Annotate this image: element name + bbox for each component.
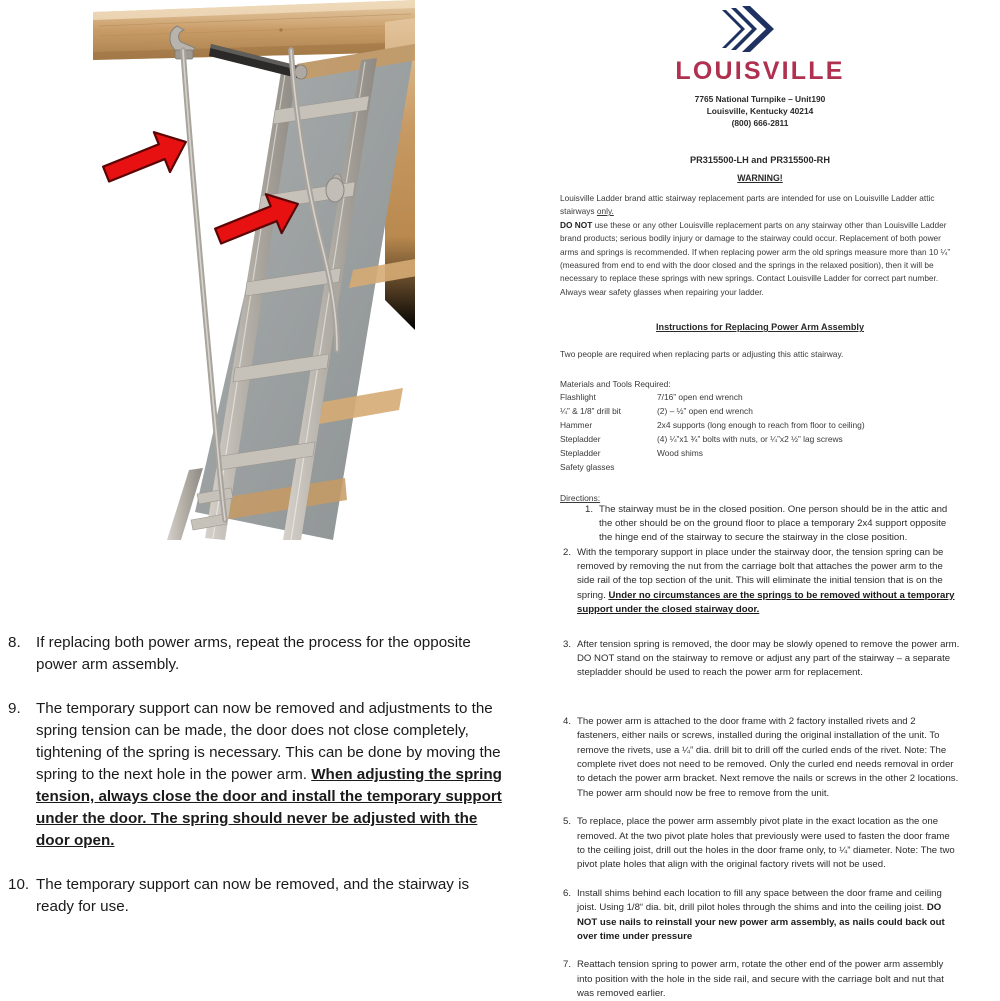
direction-step-6-number: 6. — [562, 887, 571, 899]
left-step-9-part-0: The temporary support can now be removed and adjustments to the spring tension can be made, the door does not close completely, tightening of the spring is necessary. This can be done by moving the spring to the next hole in the power arm. — [36, 700, 501, 784]
directions-title: Directions: — [560, 492, 601, 503]
direction-step-6-text — [577, 887, 960, 945]
material-col2: Wood shims — [657, 448, 703, 459]
warning-only-emphasis: only. — [596, 206, 614, 217]
direction-step-5 — [560, 815, 960, 873]
spacer — [560, 618, 960, 638]
spacer — [560, 681, 960, 701]
material-col1: Safety glasses — [560, 462, 615, 473]
direction-step-2-number: 2. — [562, 546, 571, 558]
left-step-8 — [6, 632, 506, 676]
materials-row — [560, 446, 865, 460]
spacer — [560, 801, 960, 815]
material-col2: (2) – ½” open end wrench — [657, 405, 753, 416]
material-col1: Stepladder — [560, 434, 601, 445]
direction-step-2-part-0: With the temporary support in place under the stairway door, the tension spring can be removed by removing the nut from the carriage bolt that attaches the power arm to the side rail of the top section of the unit. This will eliminate the initial tension that is on the spring. — [577, 546, 944, 601]
direction-step-5-text — [577, 815, 960, 873]
material-col2 — [657, 460, 865, 474]
left-step-8-text — [36, 632, 506, 676]
direction-step-2-part-1: Under no circumstances are the springs to be removed without a temporary support under the closed stairway door. — [577, 589, 955, 616]
left-step-8-number: 8. — [8, 634, 21, 651]
material-col2: 7/16” open end wrench — [657, 391, 743, 402]
right-column — [560, 0, 960, 1000]
warning-body — [560, 192, 960, 300]
louisville-chevron-logo-icon — [700, 2, 820, 58]
attic-stairway-illustration — [85, 0, 415, 540]
company-phone: (800) 666-2811 — [731, 117, 789, 128]
direction-step-2 — [560, 546, 960, 618]
direction-step-3 — [560, 638, 960, 681]
direction-step-6-part-1: DO NOT use nails to reinstall your new power arm assembly, as nails could back out over time under pressure — [577, 902, 945, 942]
left-step-10-number: 10. — [8, 876, 30, 894]
materials-table — [560, 390, 865, 475]
left-step-9-text — [36, 698, 506, 852]
two-people-note: Two people are required when replacing parts or adjusting this attic stairway. — [560, 349, 844, 360]
left-step-9 — [6, 698, 506, 852]
left-step-9-number: 9. — [8, 700, 21, 718]
spacer — [560, 873, 960, 887]
attic-stairway-photo — [85, 0, 415, 540]
direction-step-1 — [560, 503, 960, 546]
materials-row — [560, 432, 865, 446]
louisville-wordmark: LOUISVILLE — [675, 57, 845, 85]
material-col1: Flashlight — [560, 391, 596, 402]
address-line-2: Louisville, Kentucky 40214 — [706, 105, 814, 116]
direction-step-7-part-0: Reattach tension spring to power arm, rotate the other end of the power arm assembly into position with the hole in the side rail, and secure with the carriage bolt and nut that was removed earlier. — [577, 959, 944, 1000]
direction-step-6 — [560, 887, 960, 945]
spacer — [560, 701, 960, 715]
material-col2: 2x4 supports (long enough to reach from floor to ceiling) — [657, 420, 865, 431]
warning-heading: WARNING! — [737, 172, 783, 183]
material-col1: ¼” & 1/8” drill bit — [560, 405, 621, 416]
materials-row — [560, 390, 865, 404]
direction-step-7-text — [577, 958, 960, 1001]
direction-step-2-text — [577, 546, 960, 618]
direction-step-1-text — [599, 503, 960, 546]
address-line-1: 7765 National Turnpike – Unit190 — [694, 94, 826, 104]
instructions-heading: Instructions for Replacing Power Arm Assembly — [655, 322, 865, 333]
left-step-9-part-1: When adjusting the spring tension, always close the door and install the temporary support under the door. The spring should never be adjusted with the door open. — [36, 766, 502, 850]
spacer — [560, 944, 960, 958]
direction-step-4-text — [577, 715, 960, 801]
direction-step-1-number: 1. — [584, 503, 593, 515]
materials-row — [560, 460, 865, 474]
direction-step-3-part-0: After tension spring is removed, the door may be slowly opened to remove the power arm. DO NOT stand on the stairway to remove or adjust any part of the stairway – a separate stepladder should be used to reach the power arm for replacement. — [577, 638, 960, 679]
brand-header — [560, 0, 960, 130]
materials-title: Materials and Tools Required: — [560, 378, 671, 389]
materials-row — [560, 404, 865, 418]
company-address — [560, 94, 960, 130]
direction-step-3-number: 3. — [562, 638, 571, 650]
direction-step-5-number: 5. — [562, 816, 571, 828]
direction-step-5-part-0: To replace, place the power arm assembly pivot plate in the exact location as the one removed. At the two pivot plate holes that previously were used to fasten the door frame to the ceiling joist, drill out the holes in the door frame only, to ¼” diameter. Note: The two pivot plate holes that align with the original factory rivets will not be used. — [577, 816, 955, 871]
direction-step-7 — [560, 958, 960, 1001]
direction-step-4-part-0: The power arm is attached to the door frame with 2 factory installed rivets and 2 fasteners, either nails or screws, installed during the original installation of the unit. To remove the rivets, use a ¼” dia. drill bit to drill off the curled ends of the rivet. Note: The complete rivet does not need to be removed. Only the curled end needs removal in order to detach the power arm bracket. Next remove the nails or screws in the other 2 locations. The power arm should now be free to remove from the unit. — [577, 715, 959, 799]
direction-step-3-text — [577, 638, 960, 681]
left-step-8-part-0: If replacing both power arms, repeat the process for the opposite power arm assembly. — [36, 634, 471, 674]
direction-step-6-part-0: Install shims behind each location to fill any space between the door frame and ceiling joist. Using 1/8“ dia. bit, drill pilot holes through the shims and into the ceiling joist. — [577, 887, 942, 914]
direction-step-1-part-0: The stairway must be in the closed position. One person should be in the attic and the other should be on the ground floor to place a temporary 2x4 support opposite the hinge end of the stairway to secure the stairway in the close position. — [599, 503, 948, 544]
direction-step-4 — [560, 715, 960, 801]
direction-step-4-number: 4. — [562, 715, 571, 727]
materials-row — [560, 418, 865, 432]
direction-step-7-number: 7. — [562, 959, 571, 971]
left-step-10 — [6, 874, 506, 918]
material-col2: (4) ¼”x1 ¾” bolts with nuts, or ¼”x2 ½” lag screws — [657, 434, 843, 445]
part-numbers: PR315500-LH and PR315500-RH — [690, 154, 830, 165]
material-col1: Hammer — [560, 420, 593, 431]
left-step-10-part-0: The temporary support can now be removed, and the stairway is ready for use. — [36, 876, 470, 916]
warning-paragraph-1: Louisville Ladder brand attic stairway replacement parts are intended for use on Louisville Ladder attic stairways — [560, 192, 935, 217]
warning-paragraph-2: use these or any other Louisville replacement parts on any stairway other than Louisville Ladder brand products; serious bodily injury or damage to the stairway could occur. Replacement of both power arms and springs is recommended. If when replacing power arm the old springs measure more than 10 ¼” (measured from end to end with the door closed and the springs in the relaxed position), then it will be necessary to replace these springs with new springs. Contact Louisville Ladder for correct part number. Always wear safety glasses when repairing your ladder. — [560, 219, 951, 297]
warning-do-not: DO NOT — [560, 219, 593, 230]
material-col1: Stepladder — [560, 448, 601, 459]
left-step-10-text — [36, 874, 506, 918]
left-column-steps — [6, 632, 506, 940]
spring-clamp — [326, 178, 344, 202]
